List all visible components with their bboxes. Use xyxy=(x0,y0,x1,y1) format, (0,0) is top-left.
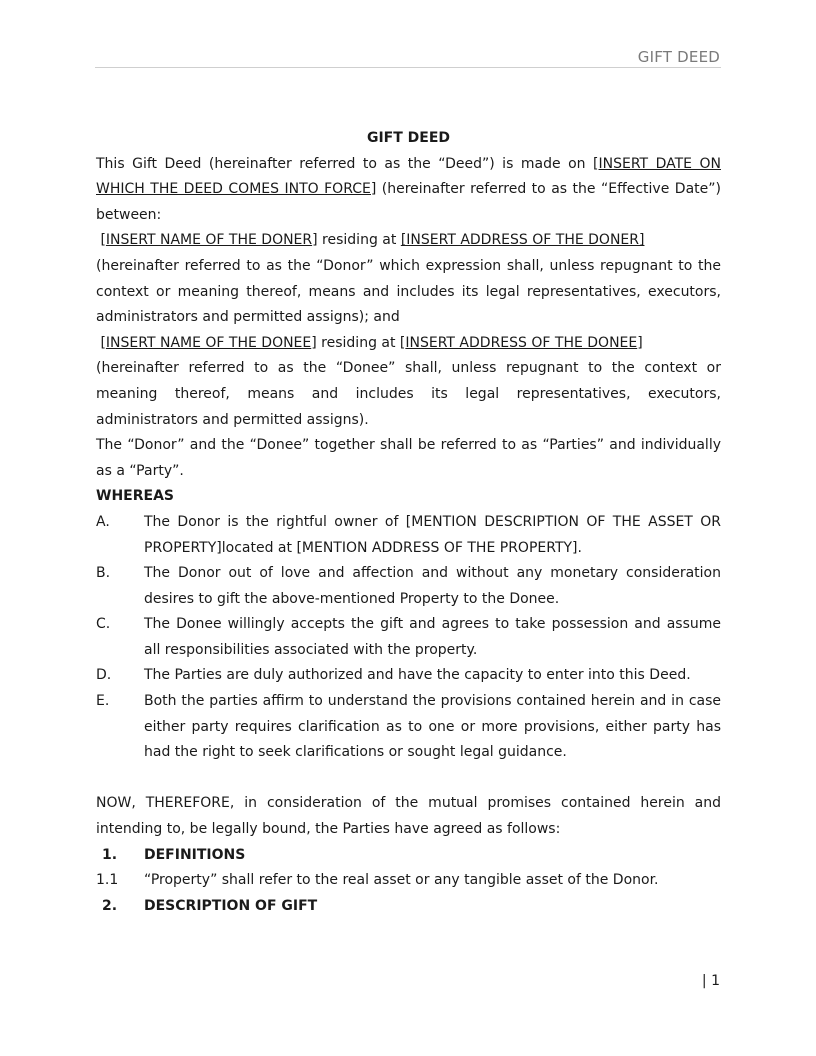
section-number: 2. xyxy=(102,897,118,914)
donor-description: (hereinafter referred to as the “Donor” which expression shall, unless repugnant to the context or meaning thereof, means and includes its legal representatives, executors, administrators and permitted assigns); and xyxy=(96,257,721,326)
recital-item xyxy=(96,689,721,766)
header-divider xyxy=(95,67,721,68)
document-title: GIFT DEED xyxy=(366,130,451,146)
recital-text: The Donor out of love and affection and without any monetary consideration desires to gift the above-mentioned Property to the Donee. xyxy=(144,565,721,607)
section-number: 1. xyxy=(102,846,118,863)
donor-open-bracket: [ xyxy=(100,232,106,249)
recital-text: The Parties are duly authorized and have the capacity to enter into this Deed. xyxy=(144,667,691,684)
donee-residing-text: ] residing at [ xyxy=(311,334,406,351)
running-header: GIFT DEED xyxy=(637,48,720,66)
recital-text: Both the parties affirm to understand the provisions contained herein and in case either party requires clarification as to one or more provisions, either party has had the right to seek clarifications or sought legal guidance. xyxy=(144,693,721,761)
document-body xyxy=(96,126,721,919)
whereas-heading: WHEREAS xyxy=(96,488,174,505)
recital-item xyxy=(96,510,721,561)
section-title: DESCRIPTION OF GIFT xyxy=(144,897,318,914)
donor-line xyxy=(96,228,721,254)
intro-text-end: (hereinafter referred to as the “Effective Date”) between: xyxy=(96,181,721,223)
section-heading-definitions xyxy=(96,843,721,869)
now-therefore-paragraph: NOW, THEREFORE, in consideration of the mutual promises contained herein and intending to, be legally bound, the Parties have agreed as follows: xyxy=(96,795,721,838)
donor-name-placeholder: INSERT NAME OF THE DONER xyxy=(105,232,313,249)
donee-name-placeholder: INSERT NAME OF THE DONEE xyxy=(105,334,312,351)
donee-close-bracket: ] xyxy=(637,334,643,351)
recital-item xyxy=(96,663,721,689)
recital-item xyxy=(96,561,721,612)
subsection-number: 1.1 xyxy=(96,872,119,889)
donor-address-placeholder: [INSERT ADDRESS OF THE DONER] xyxy=(400,232,645,249)
recital-label: D. xyxy=(96,667,112,684)
page-number: | 1 xyxy=(701,973,720,989)
donee-address-placeholder: INSERT ADDRESS OF THE DONEE xyxy=(405,334,638,351)
subsection-text: “Property” shall refer to the real asset or any tangible asset of the Donor. xyxy=(144,872,659,889)
recital-text: The Donor is the rightful owner of [MENTION DESCRIPTION OF THE ASSET OR PROPERTY]located at [MENTION ADDRESS OF THE PROPERTY]. xyxy=(144,513,721,556)
donee-description: (hereinafter referred to as the “Donee” shall, unless repugnant to the context or meaning thereof, means and includes its legal representatives, executors, administrators and permitted assigns). xyxy=(96,360,721,428)
donor-residing-text: ] residing at xyxy=(312,232,401,249)
intro-paragraph xyxy=(96,152,721,229)
donee-open-bracket: [ xyxy=(100,334,106,351)
recital-text: The Donee willingly accepts the gift and agrees to take possession and assume all responsibilities associated with the property. xyxy=(144,616,721,658)
spacer xyxy=(96,766,721,792)
parties-paragraph: The “Donor” and the “Donee” together shall be referred to as “Parties” and individually as a “Party”. xyxy=(96,437,721,479)
recital-label: C. xyxy=(96,616,111,633)
recital-label: A. xyxy=(96,513,110,530)
donee-line xyxy=(96,331,721,357)
recital-item xyxy=(96,612,721,663)
recital-label: B. xyxy=(96,565,111,582)
intro-text-start: This Gift Deed (hereinafter referred to as the “Deed”) is made on xyxy=(96,155,594,172)
effective-date-placeholder: [INSERT DATE ON WHICH THE DEED COMES INTO FORCE] xyxy=(96,155,721,198)
subsection-1-1 xyxy=(96,868,721,894)
recital-label: E. xyxy=(96,693,110,710)
section-heading-description-of-gift xyxy=(96,894,721,920)
section-title: DEFINITIONS xyxy=(144,846,246,863)
